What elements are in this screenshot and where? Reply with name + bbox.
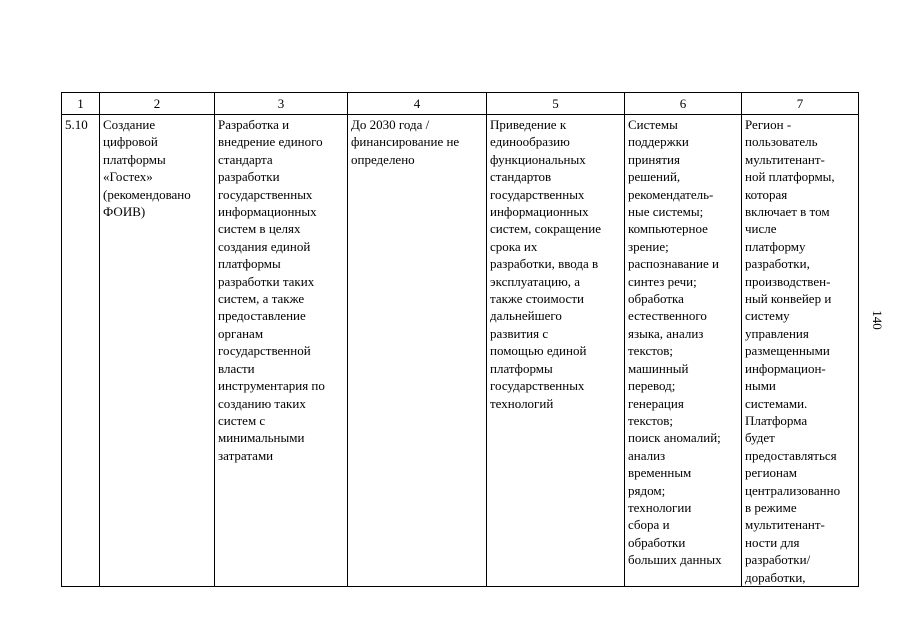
project-table — [61, 92, 859, 587]
header-col-1: 1 — [62, 93, 100, 115]
technologies-cell — [625, 115, 742, 587]
page-number: 140 — [870, 310, 885, 330]
header-col-7: 7 — [742, 93, 859, 115]
header-col-2: 2 — [100, 93, 215, 115]
header-col-3: 3 — [215, 93, 348, 115]
deadline-funding-cell — [348, 115, 487, 587]
project-description-cell — [215, 115, 348, 587]
deadline-funding: До 2030 года / финансирование не определено — [351, 117, 460, 167]
expected-result: Приведение к единообразию функциональных стандартов государственных информационных систем, сокращение срока их разработки, ввода в эксплуатацию, а также стоимости дальнейшего развития с помощью единой платформы государственных технологий — [490, 117, 601, 411]
header-col-4: 4 — [348, 93, 487, 115]
project-description: Разработка и внедрение единого стандарта разработки государственных информационных систем в целях создания единой платформы разработки таких систем, а также предоставление органам государственной власти инструментария по созданию таких систем с минимальными затратами — [218, 117, 325, 463]
table-header-row — [62, 93, 859, 115]
technologies: Системы поддержки принятия решений, рекомендатель- ные системы; компьютерное зрение; распознавание и синтез речи; обработка естественного языка, анализ текстов; машинный перевод; генерация текстов; поиск аномалий; анализ временным рядом; технологии сбора и обработки больших данных — [628, 117, 722, 568]
project-name: Создание цифровой платформы «Гостех» (рекомендовано ФОИВ) — [103, 117, 191, 220]
header-col-6: 6 — [625, 93, 742, 115]
row-number: 5.10 — [65, 117, 88, 132]
expected-result-cell — [487, 115, 625, 587]
region-role-cell — [742, 115, 859, 587]
region-role: Регион - пользователь мультитенант- ной платформы, которая включает в том числе платформу разработки, производствен- ный конвейер и систему управления размещенными информацион- ными системами. Платформа будет предоставляться регионам централизованно в режиме мультитенант- ности для разработки/ доработки, — [745, 117, 841, 585]
row-number-cell — [62, 115, 100, 587]
project-name-cell — [100, 115, 215, 587]
header-col-5: 5 — [487, 93, 625, 115]
table-row — [62, 115, 859, 587]
